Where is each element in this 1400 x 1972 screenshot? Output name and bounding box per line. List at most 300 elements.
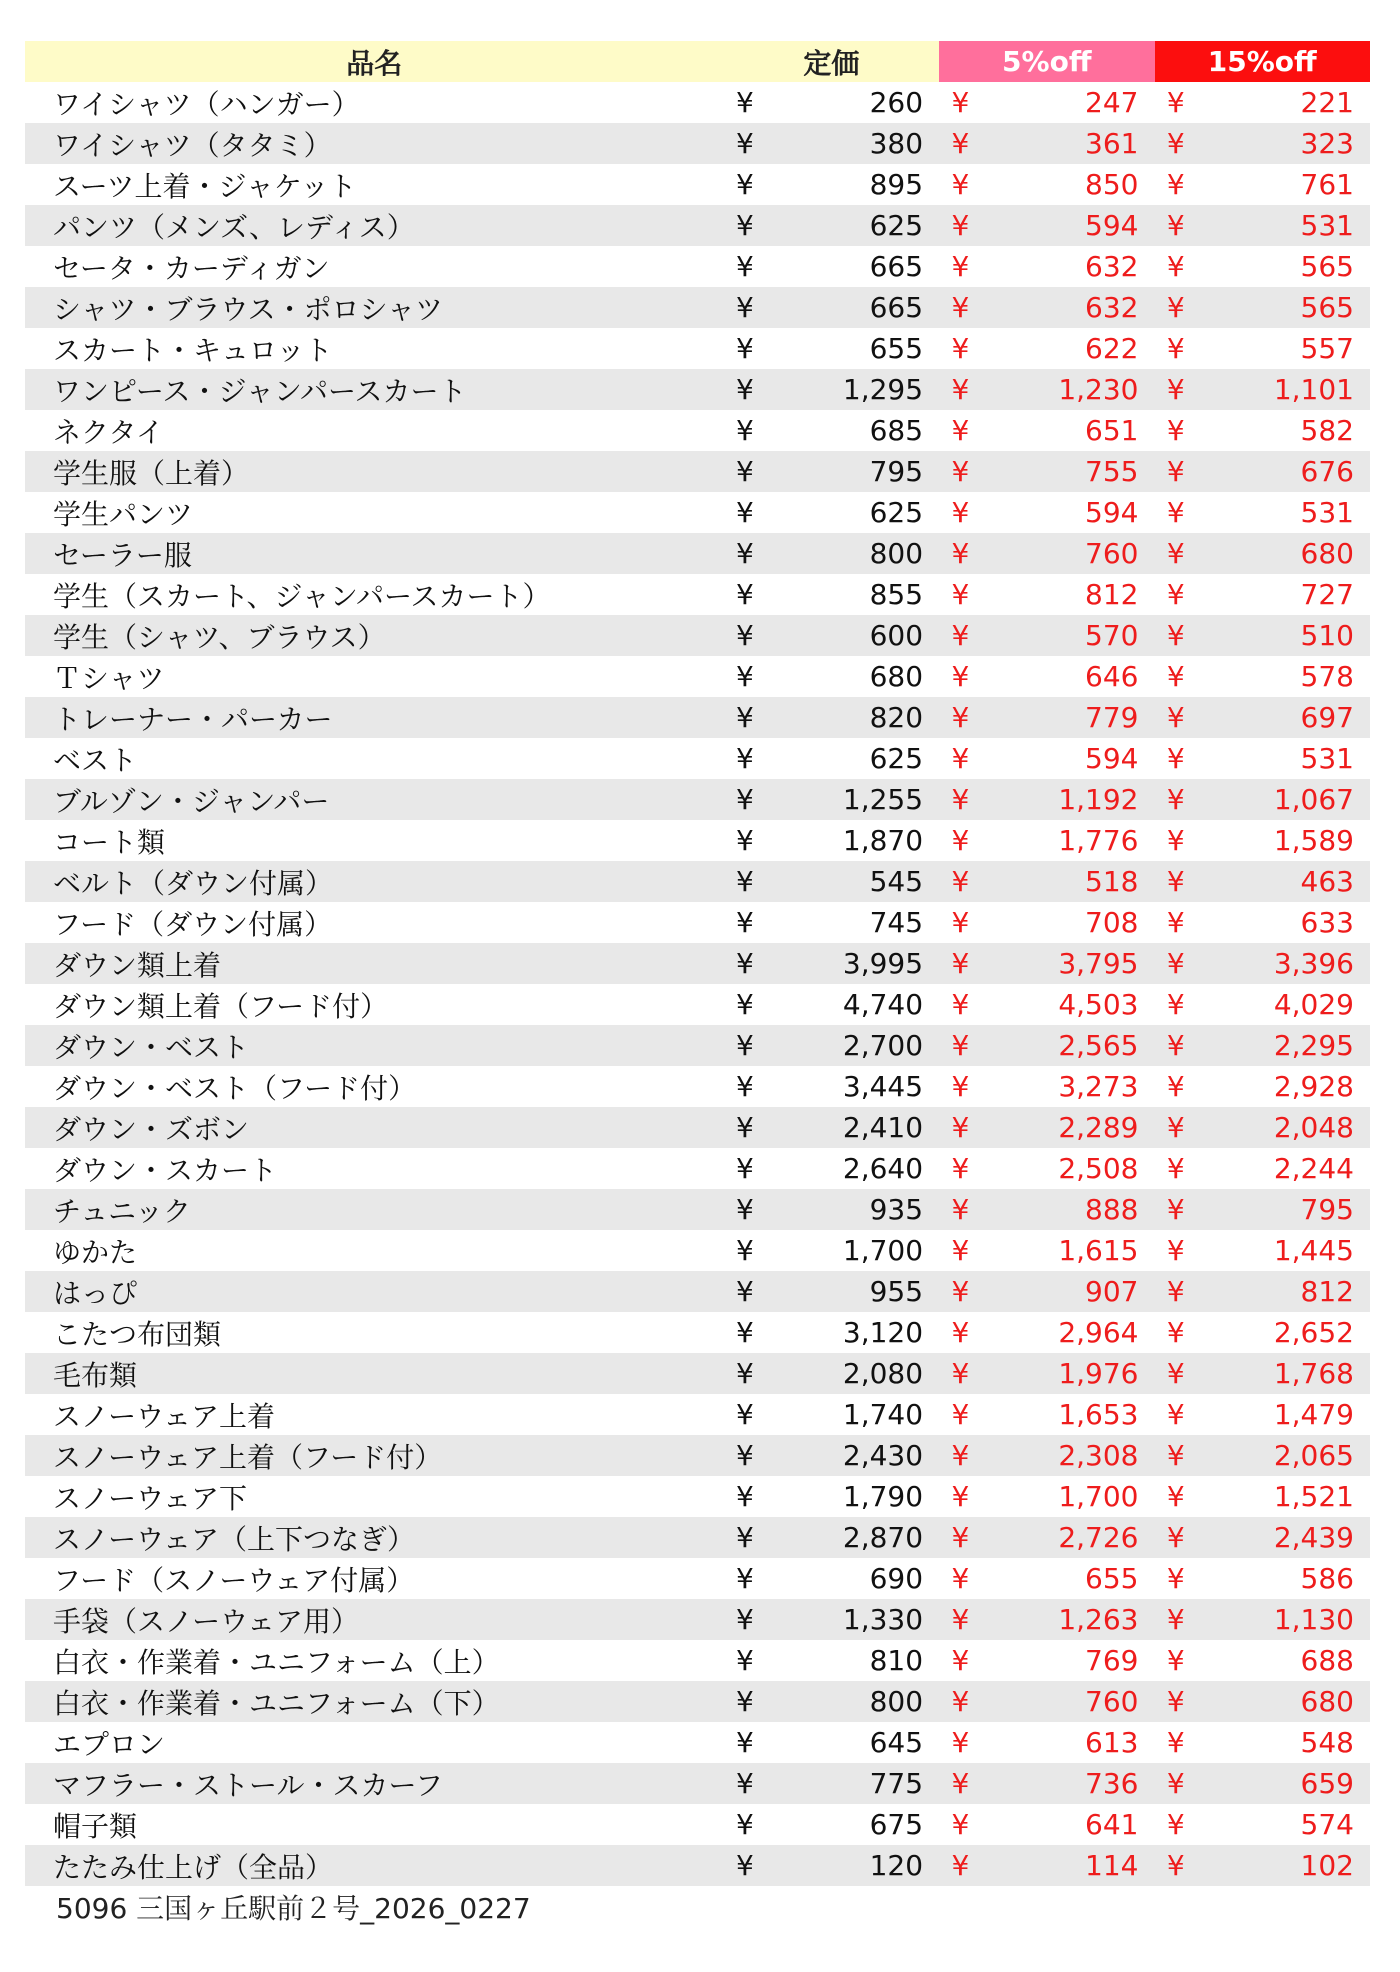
table-row [25,1394,1370,1435]
table-row [25,1066,1370,1107]
price-15-off-cell: 1,589 [1273,824,1354,857]
list-price-cell: 1,790 [842,1480,924,1513]
item-name-cell: ネクタイ [53,415,164,449]
table-row [25,1640,1370,1681]
list-price-cell: 1,700 [842,1234,924,1267]
list-price-cell: 120 [766,1845,939,1886]
table-row [25,1435,1370,1476]
currency-symbol: ¥ [724,1681,767,1722]
list-price-cell: 2,640 [842,1152,924,1185]
list-price-cell: 955 [766,1271,939,1312]
price-5-off-cell: 594 [982,205,1155,246]
currency-symbol: ¥ [1155,1189,1198,1230]
price-5-off-cell: 850 [1085,168,1139,201]
item-name-cell: シャツ・ブラウス・ポロシャツ [25,287,724,328]
currency-symbol: ¥ [951,988,970,1021]
price-5-off-cell: 3,795 [982,943,1155,984]
currency-symbol: ¥ [1166,1562,1185,1595]
table-row [25,492,1370,533]
price-15-off-cell: 221 [1300,86,1354,119]
list-price-cell: 1,330 [766,1599,939,1640]
currency-symbol: ¥ [1155,1681,1198,1722]
currency-symbol: ¥ [939,697,982,738]
price-5-off-cell: 2,964 [1058,1316,1139,1349]
price-5-off-cell: 361 [982,123,1155,164]
table-row [25,697,1370,738]
list-price-cell: 855 [869,578,924,611]
price-5-off-cell: 1,263 [982,1599,1155,1640]
table-row [25,533,1370,574]
price-5-off-cell: 708 [1085,906,1139,939]
currency-symbol: ¥ [724,1107,767,1148]
price-15-off-cell: 688 [1300,1644,1354,1677]
item-name-cell: 学生服（上着） [25,451,724,492]
currency-symbol: ¥ [951,1644,970,1677]
list-price-cell: 665 [869,250,924,283]
item-name-cell: 毛布類 [25,1353,724,1394]
currency-symbol: ¥ [951,660,970,693]
currency-symbol: ¥ [939,943,982,984]
price-5-off-cell: 2,565 [982,1025,1155,1066]
currency-symbol: ¥ [939,533,982,574]
table-row [25,82,1370,123]
price-5-off-cell: 632 [982,287,1155,328]
currency-symbol: ¥ [939,1517,982,1558]
price-15-off-cell: 574 [1300,1808,1354,1841]
currency-symbol: ¥ [951,86,970,119]
price-5-off-cell: 1,615 [1058,1234,1139,1267]
item-name-cell: ダウン類上着 [25,943,724,984]
currency-symbol: ¥ [951,168,970,201]
table-row [25,1271,1370,1312]
currency-symbol: ¥ [951,1152,970,1185]
table-row [25,738,1370,779]
currency-symbol: ¥ [951,1070,970,1103]
item-name-cell: エプロン [53,1727,166,1761]
currency-symbol: ¥ [939,1025,982,1066]
currency-symbol: ¥ [1166,1726,1185,1759]
price-5-off-cell: 646 [1085,660,1139,693]
price-15-off-cell: 659 [1197,1763,1370,1804]
currency-symbol: ¥ [1166,742,1185,775]
currency-symbol: ¥ [1166,1316,1185,1349]
price-5-off-cell: 651 [1085,414,1139,447]
price-15-off-cell: 2,928 [1273,1070,1354,1103]
item-name-cell: 学生（シャツ、ブラウス） [25,615,724,656]
item-name-cell: ワンピース・ジャンパースカート [25,369,724,410]
currency-symbol: ¥ [1166,1152,1185,1185]
currency-symbol: ¥ [724,697,767,738]
currency-symbol: ¥ [1155,1599,1198,1640]
table-row [25,943,1370,984]
price-15-off-cell: 1,130 [1197,1599,1370,1640]
currency-symbol: ¥ [724,205,767,246]
item-name-cell: ワイシャツ（タタミ） [25,123,724,164]
price-rows [25,82,1370,1886]
currency-symbol: ¥ [736,1234,754,1267]
item-name-cell: ブルゾン・ジャンパー [25,779,724,820]
currency-symbol: ¥ [951,906,970,939]
table-row [25,656,1370,697]
list-price-cell: 3,120 [842,1316,924,1349]
currency-symbol: ¥ [951,1234,970,1267]
list-price-cell: 4,740 [842,988,924,1021]
item-name-cell: チュニック [25,1189,724,1230]
item-name-cell: 白衣・作業着・ユニフォーム（下） [25,1681,724,1722]
currency-symbol: ¥ [1166,578,1185,611]
currency-symbol: ¥ [1166,1480,1185,1513]
list-price-cell: 665 [766,287,939,328]
table-row [25,369,1370,410]
currency-symbol: ¥ [1166,86,1185,119]
price-5-off-cell: 1,653 [1058,1398,1139,1431]
price-15-off-cell: 531 [1300,742,1354,775]
price-15-off-cell: 463 [1197,861,1370,902]
table-row [25,328,1370,369]
currency-symbol: ¥ [951,1480,970,1513]
currency-symbol: ¥ [951,578,970,611]
currency-symbol: ¥ [1155,615,1198,656]
currency-symbol: ¥ [1155,779,1198,820]
currency-symbol: ¥ [1155,1353,1198,1394]
header-15-percent-off: 15%off [1155,41,1371,82]
item-name-cell: スノーウェア上着 [53,1399,276,1433]
table-row [25,1148,1370,1189]
list-price-cell: 895 [869,168,924,201]
table-row [25,1722,1370,1763]
currency-symbol: ¥ [939,615,982,656]
item-name-cell: ダウン類上着（フード付） [53,989,389,1023]
price-15-off-cell: 795 [1197,1189,1370,1230]
price-5-off-cell: 2,289 [982,1107,1155,1148]
item-name-cell: トレーナー・パーカー [25,697,724,738]
currency-symbol: ¥ [1155,1271,1198,1312]
table-row [25,1230,1370,1271]
item-name-cell: ベスト [53,743,138,777]
price-5-off-cell: 2,726 [982,1517,1155,1558]
list-price-cell: 775 [766,1763,939,1804]
currency-symbol: ¥ [736,168,754,201]
currency-symbol: ¥ [1155,1517,1198,1558]
list-price-cell: 600 [766,615,939,656]
item-name-cell: フード（スノーウェア付属） [53,1563,415,1597]
item-name-cell: Ｔシャツ [53,661,165,695]
price-5-off-cell: 632 [1085,250,1139,283]
table-row [25,1558,1370,1599]
currency-symbol: ¥ [951,332,970,365]
price-5-off-cell: 641 [1085,1808,1139,1841]
currency-symbol: ¥ [736,496,754,529]
price-15-off-cell: 3,396 [1197,943,1370,984]
currency-symbol: ¥ [724,287,767,328]
price-15-off-cell: 565 [1197,287,1370,328]
currency-symbol: ¥ [736,1644,754,1677]
currency-symbol: ¥ [939,451,982,492]
currency-symbol: ¥ [724,1189,767,1230]
table-row [25,164,1370,205]
currency-symbol: ¥ [1155,205,1198,246]
currency-symbol: ¥ [736,1480,754,1513]
currency-symbol: ¥ [939,1763,982,1804]
price-5-off-cell: 114 [982,1845,1155,1886]
currency-symbol: ¥ [736,1398,754,1431]
currency-symbol: ¥ [939,205,982,246]
item-name-cell: ワイシャツ（ハンガー） [53,87,360,121]
list-price-cell: 1,870 [842,824,924,857]
price-5-off-cell: 594 [1085,496,1139,529]
currency-symbol: ¥ [939,779,982,820]
price-15-off-cell: 565 [1300,250,1354,283]
list-price-cell: 2,430 [766,1435,939,1476]
price-15-off-cell: 548 [1300,1726,1354,1759]
list-price-cell: 810 [869,1644,924,1677]
currency-symbol: ¥ [951,742,970,775]
currency-symbol: ¥ [951,414,970,447]
currency-symbol: ¥ [939,1599,982,1640]
table-row [25,820,1370,861]
item-name-cell: ゆかた [53,1235,138,1269]
currency-symbol: ¥ [724,1025,767,1066]
price-5-off-cell: 247 [1085,86,1139,119]
price-5-off-cell: 655 [1085,1562,1139,1595]
header-row [25,41,1370,82]
footer-note: 5096 三国ヶ丘駅前２号_2026_0227 [56,1892,531,1925]
currency-symbol: ¥ [951,1398,970,1431]
currency-symbol: ¥ [724,1435,767,1476]
currency-symbol: ¥ [1166,824,1185,857]
currency-symbol: ¥ [1155,1107,1198,1148]
currency-symbol: ¥ [1155,533,1198,574]
currency-symbol: ¥ [724,451,767,492]
price-15-off-cell: 761 [1300,168,1354,201]
price-5-off-cell: 760 [982,533,1155,574]
price-15-off-cell: 1,521 [1273,1480,1354,1513]
currency-symbol: ¥ [736,1316,754,1349]
price-15-off-cell: 531 [1300,496,1354,529]
price-15-off-cell: 2,439 [1197,1517,1370,1558]
item-name-cell: スノーウェア上着（フード付） [25,1435,724,1476]
price-15-off-cell: 2,065 [1197,1435,1370,1476]
currency-symbol: ¥ [939,123,982,164]
currency-symbol: ¥ [1155,369,1198,410]
table-row [25,779,1370,820]
currency-symbol: ¥ [1155,943,1198,984]
currency-symbol: ¥ [1155,123,1198,164]
price-5-off-cell: 3,273 [1058,1070,1139,1103]
currency-symbol: ¥ [939,861,982,902]
table-row [25,615,1370,656]
price-15-off-cell: 4,029 [1273,988,1354,1021]
currency-symbol: ¥ [1155,451,1198,492]
price-5-off-cell: 769 [1085,1644,1139,1677]
table-row [25,984,1370,1025]
list-price-cell: 675 [869,1808,924,1841]
table-row [25,1804,1370,1845]
price-5-off-cell: 1,776 [1058,824,1139,857]
item-name-cell: スノーウェア（上下つなぎ） [25,1517,724,1558]
price-5-off-cell: 622 [1085,332,1139,365]
table-row [25,1025,1370,1066]
table-row [25,1517,1370,1558]
currency-symbol: ¥ [736,742,754,775]
price-5-off-cell: 760 [982,1681,1155,1722]
price-table [25,41,1370,1886]
currency-symbol: ¥ [939,287,982,328]
item-name-cell: 白衣・作業着・ユニフォーム（上） [53,1645,500,1679]
price-15-off-cell: 578 [1300,660,1354,693]
table-row [25,861,1370,902]
list-price-cell: 655 [869,332,924,365]
item-name-cell: フード（ダウン付属） [53,907,333,941]
price-5-off-cell: 570 [982,615,1155,656]
price-15-off-cell: 531 [1197,205,1370,246]
currency-symbol: ¥ [1166,168,1185,201]
price-15-off-cell: 2,048 [1197,1107,1370,1148]
table-row [25,902,1370,943]
currency-symbol: ¥ [724,369,767,410]
table-row [25,574,1370,615]
price-15-off-cell: 586 [1300,1562,1354,1595]
currency-symbol: ¥ [724,123,767,164]
currency-symbol: ¥ [724,1845,767,1886]
item-name-cell: パンツ（メンズ、レディス） [25,205,724,246]
price-5-off-cell: 2,308 [982,1435,1155,1476]
currency-symbol: ¥ [736,1726,754,1759]
price-5-off-cell: 518 [982,861,1155,902]
currency-symbol: ¥ [1166,1644,1185,1677]
item-name-cell: たたみ仕上げ（全品） [25,1845,724,1886]
currency-symbol: ¥ [951,1562,970,1595]
list-price-cell: 1,295 [766,369,939,410]
header-list-price: 定価 [724,41,939,82]
currency-symbol: ¥ [736,332,754,365]
item-name-cell: こたつ布団類 [53,1317,222,1351]
item-name-cell: 手袋（スノーウェア用） [25,1599,724,1640]
item-name-cell: スカート・キュロット [53,333,333,367]
currency-symbol: ¥ [1166,660,1185,693]
price-15-off-cell: 633 [1300,906,1354,939]
currency-symbol: ¥ [939,1435,982,1476]
price-15-off-cell: 1,768 [1197,1353,1370,1394]
price-15-off-cell: 1,101 [1197,369,1370,410]
currency-symbol: ¥ [1155,697,1198,738]
price-15-off-cell: 2,295 [1197,1025,1370,1066]
price-5-off-cell: 613 [1085,1726,1139,1759]
currency-symbol: ¥ [724,861,767,902]
currency-symbol: ¥ [736,1808,754,1841]
currency-symbol: ¥ [951,1726,970,1759]
list-price-cell: 545 [766,861,939,902]
currency-symbol: ¥ [736,988,754,1021]
list-price-cell: 2,410 [766,1107,939,1148]
price-15-off-cell: 323 [1197,123,1370,164]
list-price-cell: 380 [766,123,939,164]
currency-symbol: ¥ [939,1271,982,1312]
list-price-cell: 685 [869,414,924,447]
currency-symbol: ¥ [1155,1435,1198,1476]
table-row [25,1189,1370,1230]
list-price-cell: 1,255 [766,779,939,820]
price-15-off-cell: 2,652 [1273,1316,1354,1349]
currency-symbol: ¥ [951,496,970,529]
price-5-off-cell: 907 [982,1271,1155,1312]
price-5-off-cell: 1,976 [982,1353,1155,1394]
table-row [25,1681,1370,1722]
currency-symbol: ¥ [724,533,767,574]
table-row [25,410,1370,451]
price-5-off-cell: 888 [982,1189,1155,1230]
list-price-cell: 680 [869,660,924,693]
currency-symbol: ¥ [724,1599,767,1640]
item-name-cell: ダウン・スカート [53,1153,278,1187]
currency-symbol: ¥ [939,1845,982,1886]
price-15-off-cell: 680 [1197,1681,1370,1722]
currency-symbol: ¥ [736,1562,754,1595]
currency-symbol: ¥ [724,1353,767,1394]
list-price-cell: 935 [766,1189,939,1230]
item-name-cell: はっぴ [25,1271,724,1312]
currency-symbol: ¥ [1166,496,1185,529]
price-15-off-cell: 812 [1197,1271,1370,1312]
currency-symbol: ¥ [1155,861,1198,902]
currency-symbol: ¥ [1166,1234,1185,1267]
currency-symbol: ¥ [1166,1070,1185,1103]
currency-symbol: ¥ [1155,287,1198,328]
currency-symbol: ¥ [939,1353,982,1394]
item-name-cell: コート類 [53,825,166,859]
list-price-cell: 795 [766,451,939,492]
list-price-cell: 625 [869,496,924,529]
currency-symbol: ¥ [1155,1845,1198,1886]
currency-symbol: ¥ [1155,1763,1198,1804]
price-5-off-cell: 4,503 [1058,988,1139,1021]
currency-symbol: ¥ [1166,906,1185,939]
item-name-cell: 学生（スカート、ジャンパースカート） [53,579,551,613]
currency-symbol: ¥ [736,824,754,857]
table-row [25,1107,1370,1148]
currency-symbol: ¥ [1166,414,1185,447]
list-price-cell: 800 [766,533,939,574]
currency-symbol: ¥ [1166,250,1185,283]
price-15-off-cell: 1,479 [1273,1398,1354,1431]
list-price-cell: 1,740 [842,1398,924,1431]
header-name: 品名 [25,41,724,82]
item-name-cell: ダウン・ベスト [25,1025,724,1066]
item-name-cell: ダウン・ズボン [25,1107,724,1148]
price-15-off-cell: 676 [1197,451,1370,492]
price-5-off-cell: 812 [1085,578,1139,611]
price-15-off-cell: 582 [1300,414,1354,447]
currency-symbol: ¥ [736,578,754,611]
price-5-off-cell: 1,230 [982,369,1155,410]
price-5-off-cell: 1,700 [1058,1480,1139,1513]
table-row [25,246,1370,287]
currency-symbol: ¥ [736,86,754,119]
currency-symbol: ¥ [1166,988,1185,1021]
list-price-cell: 625 [766,205,939,246]
currency-symbol: ¥ [951,250,970,283]
table-row [25,1763,1370,1804]
currency-symbol: ¥ [1166,1808,1185,1841]
price-5-off-cell: 755 [982,451,1155,492]
currency-symbol: ¥ [939,1681,982,1722]
price-15-off-cell: 510 [1197,615,1370,656]
currency-symbol: ¥ [1166,1398,1185,1431]
table-row [25,1599,1370,1640]
item-name-cell: 帽子類 [53,1809,138,1843]
item-name-cell: 学生パンツ [53,497,194,531]
price-5-off-cell: 1,192 [982,779,1155,820]
